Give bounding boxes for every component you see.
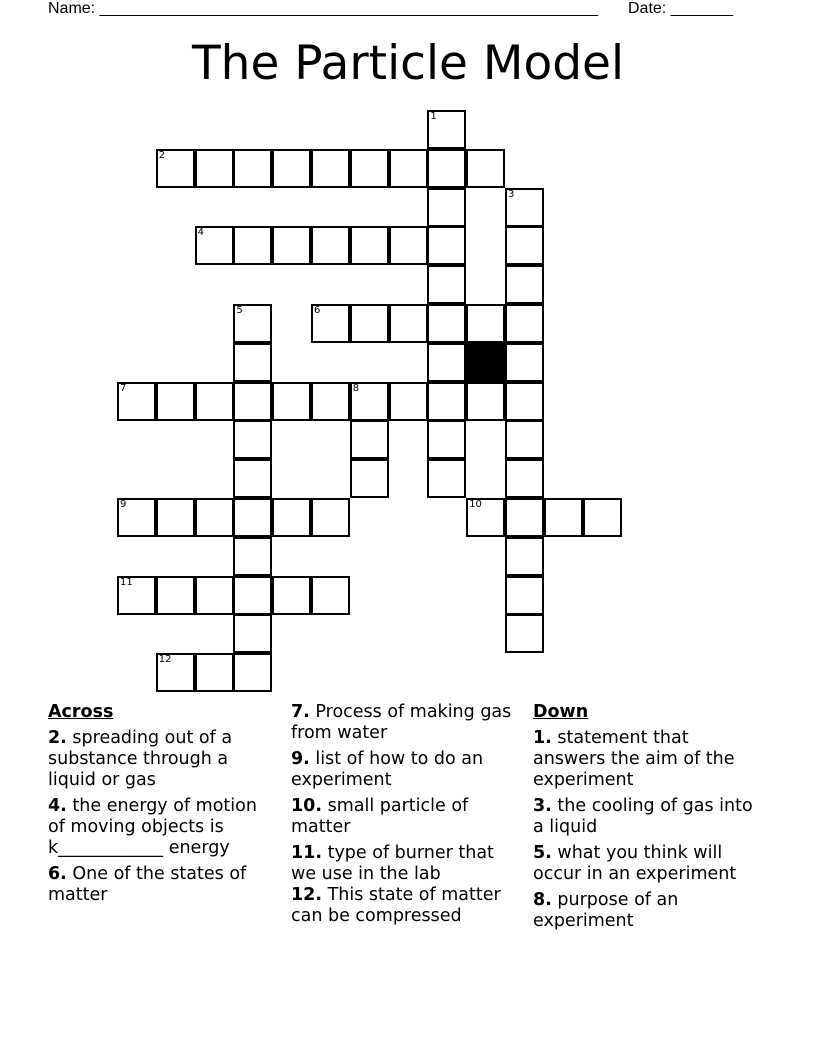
crossword-cell[interactable] (233, 420, 272, 459)
clue-number-label: 7 (120, 382, 127, 394)
crossword-cell[interactable] (233, 226, 272, 265)
clue-number: 4. (48, 796, 67, 816)
crossword-cell[interactable] (389, 382, 428, 421)
crossword-cell[interactable] (233, 576, 272, 615)
clue-across-9 (291, 749, 516, 791)
crossword-cell[interactable] (505, 188, 544, 227)
clue-number: 3. (533, 796, 552, 816)
crossword-cell[interactable] (233, 459, 272, 498)
clue-number-label: 3 (508, 188, 515, 200)
clue-text: small particle of matter (291, 796, 469, 837)
crossword-cell[interactable] (505, 576, 544, 615)
crossword-cell[interactable] (427, 149, 466, 188)
clue-number: 9. (291, 749, 310, 769)
crossword-cell[interactable] (156, 576, 195, 615)
crossword-cell[interactable] (195, 576, 234, 615)
crossword-cell[interactable] (427, 110, 466, 149)
crossword-cell[interactable] (350, 304, 389, 343)
crossword-cell[interactable] (466, 498, 505, 537)
clue-text: This state of matter can be compressed (291, 885, 501, 926)
crossword-cell[interactable] (466, 382, 505, 421)
crossword-cell[interactable] (583, 498, 622, 537)
clue-number-label: 8 (352, 382, 360, 394)
crossword-cell[interactable] (272, 498, 311, 537)
clue-number: 7. (291, 702, 310, 722)
crossword-block (466, 343, 505, 382)
crossword-cell[interactable] (389, 226, 428, 265)
crossword-cell[interactable] (195, 653, 234, 692)
crossword-cell[interactable] (505, 304, 544, 343)
crossword-cell[interactable] (427, 226, 466, 265)
clue-down-3 (533, 796, 758, 838)
crossword-cell[interactable] (272, 576, 311, 615)
crossword-cell[interactable] (117, 576, 156, 615)
page-title: The Particle Model (191, 36, 625, 91)
crossword-cell[interactable] (544, 498, 583, 537)
clue-number-label: 4 (197, 227, 204, 239)
clue-number: 11. (291, 843, 323, 863)
clue-across-7 (291, 702, 516, 744)
crossword-cell[interactable] (117, 382, 156, 421)
clue-number-label: 6 (314, 305, 321, 316)
clue-across-10 (291, 796, 516, 838)
across-heading: Across (48, 702, 114, 722)
crossword-cell[interactable] (311, 304, 350, 343)
crossword-cell[interactable] (427, 420, 466, 459)
crossword-cell[interactable] (350, 420, 389, 459)
crossword-cell[interactable] (505, 614, 544, 653)
clue-number: 1. (533, 728, 552, 748)
clue-across-11 (291, 843, 516, 885)
crossword-cell[interactable] (233, 343, 272, 382)
crossword-cell[interactable] (272, 382, 311, 421)
crossword-cell[interactable] (505, 382, 544, 421)
crossword-cell[interactable] (233, 304, 272, 343)
crossword-cell[interactable] (505, 226, 544, 265)
name-field-line: Name: ________________________________________________________ (48, 0, 598, 17)
clue-number: 5. (533, 843, 552, 863)
clue-text: statement that answers the aim of the experiment (533, 728, 735, 790)
crossword-cell[interactable] (427, 382, 466, 421)
crossword-cell[interactable] (389, 304, 428, 343)
crossword-cell[interactable] (427, 343, 466, 382)
clue-number: 12. (291, 885, 323, 905)
crossword-cell[interactable] (195, 149, 234, 188)
crossword-cell[interactable] (156, 498, 195, 537)
clue-number: 2. (48, 728, 67, 748)
crossword-cell[interactable] (156, 149, 195, 188)
crossword-cell[interactable] (311, 498, 350, 537)
crossword-cell[interactable] (272, 226, 311, 265)
crossword-cell[interactable] (272, 149, 311, 188)
crossword-cell[interactable] (233, 149, 272, 188)
crossword-cell[interactable] (466, 149, 505, 188)
clue-text: type of burner that we use in the lab (291, 843, 494, 884)
clue-text: what you think will occur in an experiment (533, 843, 737, 884)
across-clues-column-1 (48, 702, 273, 911)
crossword-cell[interactable] (350, 149, 389, 188)
crossword-cell[interactable] (195, 226, 234, 265)
crossword-cell[interactable] (350, 226, 389, 265)
crossword-cell[interactable] (233, 382, 272, 421)
clue-text: Process of making gas from water (291, 702, 512, 743)
clue-down-1 (533, 728, 758, 791)
clue-text: the energy of motion of moving objects is k____________ energy (48, 796, 257, 858)
clue-text: One of the states of matter (48, 864, 247, 905)
clue-down-8 (533, 890, 758, 932)
crossword-cell[interactable] (311, 226, 350, 265)
crossword-cell[interactable] (311, 382, 350, 421)
crossword-cell[interactable] (427, 265, 466, 304)
crossword-cell[interactable] (466, 304, 505, 343)
crossword-cell[interactable] (505, 343, 544, 382)
clue-text: list of how to do an experiment (291, 749, 484, 790)
clue-number: 10. (291, 796, 323, 816)
crossword-cell[interactable] (117, 498, 156, 537)
crossword-cell[interactable] (505, 498, 544, 537)
clue-across-2 (48, 728, 273, 791)
crossword-cell[interactable] (427, 188, 466, 227)
clue-number-label: 9 (120, 499, 127, 510)
clue-number: 8. (533, 890, 552, 910)
crossword-cell[interactable] (195, 498, 234, 537)
crossword-cell[interactable] (505, 420, 544, 459)
clue-text: purpose of an experiment (533, 890, 679, 931)
crossword-cell[interactable] (233, 614, 272, 653)
clue-across-6 (48, 864, 273, 906)
crossword-cell[interactable] (156, 653, 195, 692)
clue-text: spreading out of a substance through a liquid or gas (48, 728, 233, 790)
clue-number-label: 5 (236, 305, 243, 316)
crossword-cell[interactable] (233, 498, 272, 537)
clue-across-12 (291, 885, 516, 927)
clue-across-4 (48, 796, 273, 859)
clue-down-5 (533, 843, 758, 885)
crossword-cell[interactable] (427, 304, 466, 343)
crossword-cell[interactable] (233, 653, 272, 692)
crossword-cell[interactable] (505, 537, 544, 576)
clue-number-label: 11 (120, 576, 133, 588)
crossword-cell[interactable] (427, 459, 466, 498)
crossword-cell[interactable] (311, 149, 350, 188)
crossword-cell[interactable] (350, 382, 389, 421)
crossword-cell[interactable] (156, 382, 195, 421)
clue-number-label: 1 (430, 111, 437, 122)
crossword-cell[interactable] (505, 265, 544, 304)
crossword-cell[interactable] (350, 459, 389, 498)
down-clues-column (533, 702, 758, 937)
crossword-cell[interactable] (389, 149, 428, 188)
clue-number: 6. (48, 864, 67, 884)
clue-text: the cooling of gas into a liquid (533, 796, 753, 837)
clue-number-label: 10 (469, 499, 482, 510)
clue-number-label: 12 (158, 654, 172, 666)
date-field-line: Date: _______ (628, 0, 733, 17)
crossword-cell[interactable] (311, 576, 350, 615)
crossword-cell[interactable] (195, 382, 234, 421)
across-clues-column-2 (291, 702, 516, 932)
crossword-cell[interactable] (505, 459, 544, 498)
crossword-cell[interactable] (233, 537, 272, 576)
clue-number-label: 2 (158, 149, 166, 161)
down-heading: Down (533, 702, 589, 722)
